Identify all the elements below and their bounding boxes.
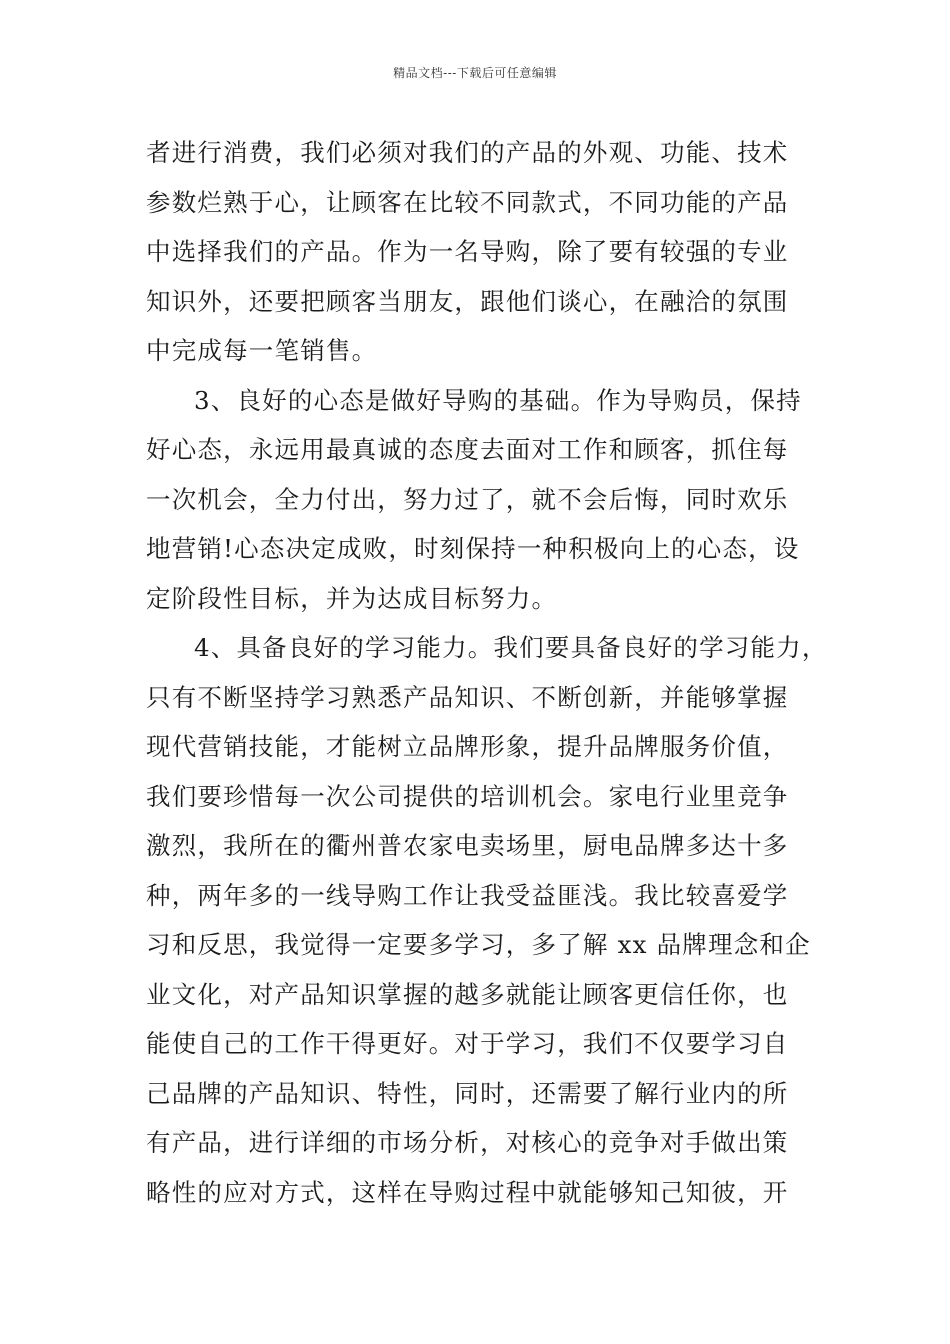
text-line: 现代营销技能，才能树立品牌形象，提升品牌服务价值，	[146, 732, 789, 761]
text-line: 者进行消费，我们必须对我们的产品的外观、功能、技术	[146, 138, 789, 167]
text-line: 种，两年多的一线导购工作让我受益匪浅。我比较喜爱学	[146, 880, 789, 910]
text-line: 一次机会，全力付出，努力过了，就不会后悔，同时欢乐	[146, 484, 789, 514]
text-line: 好心态，永远用最真诚的态度去面对工作和顾客，抓住每	[146, 435, 789, 464]
paragraph-4-start: 4、具备良好的学习能力。我们要具备良好的学习能力，	[194, 633, 828, 662]
page-header: 精品文档---下载后可任意编辑	[393, 66, 557, 80]
text-line: 有产品，进行详细的市场分析，对核心的竞争对手做出策	[146, 1128, 789, 1157]
document-body	[146, 128, 828, 1217]
text-line: 己品牌的产品知识、特性，同时，还需要了解行业内的所	[146, 1078, 789, 1108]
text-line: 定阶段性目标，并为达成目标努力。	[146, 583, 558, 613]
text-line: 能使自己的工作干得更好。对于学习，我们不仅要学习自	[146, 1029, 789, 1058]
text-line: 激烈，我所在的衢州普农家电卖场里，厨电品牌多达十多	[146, 831, 789, 860]
text-line: 中选择我们的产品。作为一名导购，除了要有较强的专业	[146, 237, 789, 266]
text-line: 参数烂熟于心，让顾客在比较不同款式，不同功能的产品	[146, 187, 789, 217]
text-line: 知识外，还要把顾客当朋友，跟他们谈心，在融洽的氛围	[146, 286, 789, 316]
text-line: 我们要珍惜每一次公司提供的培训机会。家电行业里竞争	[146, 781, 789, 811]
text-line: 习和反思，我觉得一定要多学习，多了解 xx 品牌理念和企	[146, 930, 811, 959]
text-line: 地营销!心态决定成败，时刻保持一种积极向上的心态，设	[146, 534, 800, 563]
text-line: 略性的应对方式，这样在导购过程中就能够知己知彼，开	[146, 1177, 789, 1207]
text-line: 业文化，对产品知识掌握的越多就能让顾客更信任你，也	[146, 979, 789, 1009]
text-line: 中完成每一笔销售。	[146, 336, 378, 365]
paragraph-3-start: 3、良好的心态是做好导购的基础。作为导购员，保持	[194, 385, 802, 415]
text-line: 只有不断坚持学习熟悉产品知识、不断创新，并能够掌握	[146, 682, 789, 712]
